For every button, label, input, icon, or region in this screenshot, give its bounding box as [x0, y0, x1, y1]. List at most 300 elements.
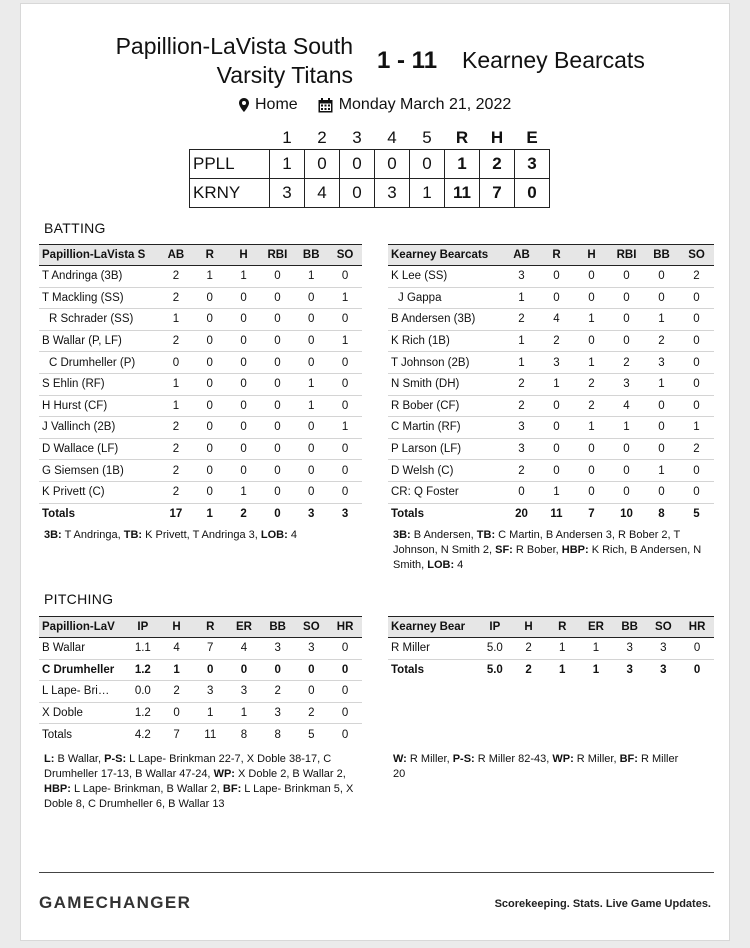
- stat-cell: 0: [294, 352, 328, 374]
- stat-cell: 0: [328, 438, 362, 460]
- player-row: [388, 417, 714, 439]
- location-label: Home: [255, 96, 298, 113]
- note-key: HBP:: [44, 783, 71, 795]
- stat-cell: 0: [260, 309, 294, 331]
- stat-cell: 20: [504, 503, 539, 524]
- stat-cell: 0: [260, 352, 294, 374]
- stat-cell: 0: [193, 481, 227, 503]
- stat-cell: 0: [227, 417, 261, 439]
- boxscore-page: [20, 3, 730, 941]
- stat-cell: 0: [295, 659, 329, 681]
- stat-cell: 8: [240, 728, 248, 741]
- stat-cell: 2: [159, 417, 193, 439]
- stat-cell: 4: [609, 395, 644, 417]
- stat-cell: 0: [574, 438, 609, 460]
- stat-cell: 3: [613, 659, 647, 680]
- linescore-header-row: [190, 127, 550, 150]
- totals-label: Totals: [388, 659, 478, 680]
- stat-cell: 5: [679, 503, 714, 524]
- player-name: R Schrader (SS): [39, 309, 159, 331]
- note-key: BF:: [222, 783, 242, 795]
- stat-cell: 0: [504, 481, 539, 503]
- stat-cell: 0: [328, 638, 362, 660]
- stat-cell: 0: [341, 728, 349, 741]
- stat-cell: 2: [679, 438, 714, 460]
- player-row: [388, 638, 714, 660]
- stat-cell: 0: [679, 309, 714, 331]
- inning-cell: 0: [410, 150, 445, 179]
- note-value: B Andersen,: [410, 529, 477, 541]
- stat-cell: 2: [295, 702, 329, 724]
- stat-cell: 0: [644, 481, 679, 503]
- stat-cell: 4.2: [134, 728, 151, 741]
- stat-cell: 2: [159, 287, 193, 309]
- stat-cell: 0: [227, 460, 261, 482]
- player-name: L Lape- Bri…: [39, 681, 126, 703]
- stat-cell: 7: [193, 638, 227, 660]
- stat-cell: 1: [539, 481, 574, 503]
- stat-cell: 0: [193, 373, 227, 395]
- stat-cell: 0: [294, 481, 328, 503]
- stat-cell: 0: [227, 438, 261, 460]
- stat-cell: 2: [160, 681, 194, 703]
- player-row: [39, 638, 362, 660]
- stat-cell: 0: [227, 309, 261, 331]
- stat-cell: 0: [644, 287, 679, 309]
- stat-column-header: H: [574, 245, 609, 266]
- home-team-line2: Varsity Titans: [216, 62, 353, 88]
- errors-cell: 0: [515, 179, 550, 208]
- stat-cell: 1: [539, 373, 574, 395]
- stat-cell: 0: [609, 460, 644, 482]
- player-name: R Miller: [388, 638, 478, 660]
- stat-cell: 0: [227, 330, 261, 352]
- player-name: D Welsh (C): [388, 460, 504, 482]
- stat-cell: 0: [193, 287, 227, 309]
- stat-cell: 0: [193, 395, 227, 417]
- note-value: L Lape- Brinkman 5, X Doble 8, C Drumheller 6, B Wallar 13: [44, 783, 354, 810]
- player-row: [39, 352, 362, 374]
- stat-cell: 1: [159, 309, 193, 331]
- player-row: [388, 460, 714, 482]
- runs-header: R: [455, 128, 469, 147]
- player-row: [39, 702, 362, 724]
- stat-cell: 1: [644, 309, 679, 331]
- totals-label: Totals: [39, 503, 159, 524]
- stat-cell: 0: [294, 460, 328, 482]
- note-value: L Lape- Brinkman 22-7, X Doble 38-17, C Drumheller 17-13, B Wallar 47-24,: [44, 753, 332, 780]
- totals-row: [388, 659, 714, 680]
- stat-cell: 0: [539, 460, 574, 482]
- player-name: H Hurst (CF): [39, 395, 159, 417]
- player-row: [388, 287, 714, 309]
- footer-divider: [39, 872, 714, 873]
- stat-cell: 0: [644, 417, 679, 439]
- note-key: TB:: [476, 529, 496, 541]
- note-value: L Lape- Brinkman, B Wallar 2,: [70, 783, 223, 795]
- stat-column-header: SO: [295, 617, 329, 638]
- stat-cell: 0: [644, 438, 679, 460]
- totals-row: [388, 503, 714, 524]
- stat-cell: 1: [545, 659, 579, 680]
- player-name: CR: Q Foster: [388, 481, 504, 503]
- stat-cell: 0: [539, 438, 574, 460]
- player-row: [39, 438, 362, 460]
- stat-cell: 1: [574, 309, 609, 331]
- stat-cell: 4: [160, 638, 194, 660]
- stat-cell: 2: [159, 266, 193, 288]
- stat-cell: 1: [579, 659, 613, 680]
- stat-cell: 17: [159, 503, 193, 524]
- stat-cell: 0: [261, 659, 295, 681]
- stat-cell: 2: [227, 503, 261, 524]
- stat-column-header: HR: [328, 617, 362, 638]
- batting-section-title: BATTING: [44, 220, 106, 236]
- stat-cell: 1: [679, 417, 714, 439]
- stat-cell: 1: [545, 638, 579, 660]
- note-key: TB:: [123, 529, 143, 541]
- note-value: K Rich, B Andersen, N Smith,: [393, 544, 702, 571]
- stat-cell: 3: [193, 681, 227, 703]
- player-name: T Mackling (SS): [39, 287, 159, 309]
- stat-cell: 0: [294, 330, 328, 352]
- stat-cell: 1: [160, 659, 194, 681]
- stat-cell: 0: [193, 330, 227, 352]
- stat-cell: 0: [227, 287, 261, 309]
- stat-column-header: AB: [159, 245, 193, 266]
- stat-cell: 0: [539, 287, 574, 309]
- stat-cell: 0: [260, 287, 294, 309]
- stat-cell: 0: [679, 287, 714, 309]
- home-team-name: [116, 32, 353, 90]
- runs-cell: 11: [445, 179, 480, 208]
- inning-header: 4: [387, 128, 397, 147]
- stat-header-row: [39, 245, 362, 266]
- game-header: [21, 4, 731, 234]
- stat-cell: 1: [294, 266, 328, 288]
- player-row: [39, 309, 362, 331]
- note-value: 4: [287, 529, 297, 541]
- player-row: [388, 373, 714, 395]
- errors-cell: 3: [515, 150, 550, 179]
- linescore-row-away: [190, 179, 550, 208]
- stat-column-header: BB: [294, 245, 328, 266]
- player-row: [39, 417, 362, 439]
- stat-cell: 0: [539, 266, 574, 288]
- note-value: R Bober,: [512, 544, 562, 556]
- player-name: B Wallar (P, LF): [39, 330, 159, 352]
- inning-cell: 3: [375, 179, 410, 208]
- stat-cell: 0: [609, 330, 644, 352]
- stat-cell: 0: [260, 481, 294, 503]
- stat-cell: 2: [504, 373, 539, 395]
- team-column-header: Kearney Bearcats: [388, 245, 504, 266]
- stat-column-header: R: [545, 617, 579, 638]
- stat-cell: 5: [308, 728, 315, 741]
- inning-cell: 1: [270, 150, 305, 179]
- stat-cell: 0: [328, 702, 362, 724]
- stat-cell: 1: [574, 417, 609, 439]
- stat-column-header: AB: [504, 245, 539, 266]
- stat-cell: 0: [539, 395, 574, 417]
- stat-cell: 3: [504, 438, 539, 460]
- stat-column-header: BB: [613, 617, 647, 638]
- stat-cell: 4: [539, 309, 574, 331]
- stat-cell: 1: [193, 266, 227, 288]
- note-key: HBP:: [561, 544, 589, 556]
- stat-cell: 2: [609, 352, 644, 374]
- stat-cell: 0: [680, 659, 714, 680]
- player-name: B Andersen (3B): [388, 309, 504, 331]
- stat-cell: 0: [328, 373, 362, 395]
- note-value: R Miller 82-43,: [474, 753, 553, 765]
- stat-cell: 2: [512, 638, 546, 660]
- stat-cell: 0: [193, 460, 227, 482]
- stat-cell: 1: [504, 287, 539, 309]
- stat-cell: 1.1: [126, 638, 160, 660]
- inning-cell: 0: [305, 150, 340, 179]
- hits-cell: 7: [480, 179, 515, 208]
- stat-cell: 1: [579, 638, 613, 660]
- stat-column-header: R: [193, 245, 227, 266]
- stat-cell: 3: [609, 373, 644, 395]
- stat-cell: 0: [574, 287, 609, 309]
- note-value: X Doble 2, B Wallar 2,: [234, 768, 346, 780]
- player-name: K Lee (SS): [388, 266, 504, 288]
- stat-cell: 1: [227, 702, 261, 724]
- stat-cell: 2: [504, 460, 539, 482]
- stat-cell: 8: [274, 728, 281, 741]
- location-pin-icon: [239, 98, 249, 112]
- stat-cell: 1: [504, 352, 539, 374]
- stat-cell: 2: [159, 460, 193, 482]
- stat-column-header: HR: [680, 617, 714, 638]
- stat-cell: 0: [574, 330, 609, 352]
- linescore-team: KRNY: [190, 179, 270, 208]
- pitching-section-title: PITCHING: [44, 591, 114, 607]
- stat-cell: 0: [294, 438, 328, 460]
- stat-cell: 0: [260, 438, 294, 460]
- stat-cell: 2: [159, 481, 193, 503]
- player-row: [39, 373, 362, 395]
- stat-cell: 3: [539, 352, 574, 374]
- note-key: P-S:: [104, 753, 127, 765]
- stat-cell: 4: [227, 638, 261, 660]
- stat-cell: 0: [260, 373, 294, 395]
- note-key: LOB:: [427, 559, 455, 571]
- player-name: K Rich (1B): [388, 330, 504, 352]
- player-name: G Siemsen (1B): [39, 460, 159, 482]
- stat-cell: 2: [504, 395, 539, 417]
- note-key: 3B:: [393, 529, 411, 541]
- stat-cell: 0: [260, 460, 294, 482]
- game-meta: [239, 96, 511, 114]
- stat-cell: 0: [260, 503, 294, 524]
- stat-cell: 0: [539, 417, 574, 439]
- stat-cell: 2: [159, 438, 193, 460]
- inning-header: 3: [352, 128, 362, 147]
- inning-header: 1: [282, 128, 292, 147]
- stat-column-header: RBI: [260, 245, 294, 266]
- stat-cell: 1: [609, 417, 644, 439]
- totals-row: [39, 724, 362, 745]
- stat-cell: 0: [609, 309, 644, 331]
- stat-cell: 0: [679, 481, 714, 503]
- stat-cell: 0: [159, 352, 193, 374]
- stat-column-header: ER: [579, 617, 613, 638]
- away-pitching-notes: [393, 752, 693, 782]
- player-row: [388, 309, 714, 331]
- stat-cell: 1: [294, 373, 328, 395]
- stat-column-header: SO: [679, 245, 714, 266]
- stat-column-header: H: [512, 617, 546, 638]
- stat-cell: 1: [574, 352, 609, 374]
- totals-label: Totals: [388, 503, 504, 524]
- player-row: [388, 438, 714, 460]
- stat-header-row: [388, 617, 714, 638]
- stat-cell: 3: [227, 681, 261, 703]
- player-name: R Bober (CF): [388, 395, 504, 417]
- stat-column-header: IP: [126, 617, 160, 638]
- stat-cell: 0: [328, 309, 362, 331]
- player-row: [388, 395, 714, 417]
- stat-cell: 0: [328, 481, 362, 503]
- away-batting-notes: [393, 528, 715, 573]
- stat-cell: 3: [295, 638, 329, 660]
- linescore-row-home: [190, 150, 550, 179]
- stat-cell: 11: [539, 503, 574, 524]
- stat-cell: 0: [328, 460, 362, 482]
- stat-cell: 3: [328, 503, 362, 524]
- stat-cell: 1.2: [126, 702, 160, 724]
- player-row: [388, 481, 714, 503]
- hits-header: H: [490, 128, 504, 147]
- hits-cell: 2: [480, 150, 515, 179]
- stat-cell: 0: [679, 373, 714, 395]
- stat-cell: 2: [679, 266, 714, 288]
- stat-column-header: SO: [328, 245, 362, 266]
- stat-cell: 5.0: [478, 638, 512, 660]
- player-row: [39, 395, 362, 417]
- stat-cell: 5.0: [478, 659, 512, 680]
- linescore-team: PPLL: [190, 150, 270, 179]
- stat-cell: 0: [328, 681, 362, 703]
- calendar-icon: [318, 98, 333, 113]
- stat-cell: 3: [504, 266, 539, 288]
- stat-column-header: BB: [261, 617, 295, 638]
- stat-cell: 0: [644, 395, 679, 417]
- note-key: 3B:: [44, 529, 62, 541]
- player-name: S Ehlin (RF): [39, 373, 159, 395]
- stat-cell: 0: [193, 309, 227, 331]
- stat-column-header: H: [227, 245, 261, 266]
- player-name: P Larson (LF): [388, 438, 504, 460]
- stat-column-header: BB: [644, 245, 679, 266]
- stat-cell: 2: [644, 330, 679, 352]
- note-key: SF:: [495, 544, 513, 556]
- away-batting-table: [388, 244, 714, 524]
- stat-cell: 2: [512, 659, 546, 680]
- inning-cell: 3: [270, 179, 305, 208]
- stat-cell: 1: [328, 417, 362, 439]
- inning-cell: 4: [305, 179, 340, 208]
- team-column-header: Kearney Bear: [388, 617, 478, 638]
- linescore-table: [189, 127, 550, 208]
- player-row: [39, 287, 362, 309]
- stat-cell: 0: [574, 266, 609, 288]
- inning-cell: 0: [375, 150, 410, 179]
- stat-cell: 1: [504, 330, 539, 352]
- stat-cell: 0: [609, 438, 644, 460]
- home-batting-notes: [44, 528, 362, 543]
- stat-cell: 0: [260, 330, 294, 352]
- note-key: L:: [44, 753, 55, 765]
- stat-cell: 0: [227, 659, 261, 681]
- inning-header: 5: [422, 128, 432, 147]
- stat-cell: 2: [159, 330, 193, 352]
- stat-cell: 0: [574, 460, 609, 482]
- player-name: C Martin (RF): [388, 417, 504, 439]
- home-pitching-notes: [44, 752, 362, 812]
- inning-cell: 1: [410, 179, 445, 208]
- stat-cell: 1: [193, 702, 227, 724]
- stat-cell: 1: [294, 395, 328, 417]
- stat-cell: 1: [328, 287, 362, 309]
- player-name: C Drumheller: [39, 659, 126, 681]
- game-date: Monday March 21, 2022: [338, 96, 512, 113]
- note-key: BF:: [619, 753, 638, 765]
- home-batting-table: [39, 244, 362, 524]
- stat-cell: 2: [574, 373, 609, 395]
- away-team-name: Kearney Bearcats: [462, 47, 645, 73]
- stat-cell: 7: [173, 728, 180, 741]
- stat-header-row: [39, 617, 362, 638]
- note-value: C Martin, B Andersen 3, R Bober 2, T Johnson, N Smith 2,: [393, 529, 680, 556]
- team-column-header: Papillion-LaV: [39, 617, 126, 638]
- note-key: WP:: [552, 753, 574, 765]
- stat-cell: 0: [294, 309, 328, 331]
- player-name: C Drumheller (P): [39, 352, 159, 374]
- player-name: B Wallar: [39, 638, 126, 660]
- inning-header: 2: [317, 128, 327, 147]
- player-name: X Doble: [39, 702, 126, 724]
- stat-cell: 0: [679, 352, 714, 374]
- stat-cell: 1: [328, 330, 362, 352]
- stat-cell: 0: [193, 417, 227, 439]
- player-row: [388, 266, 714, 288]
- player-row: [39, 659, 362, 681]
- stat-cell: 0: [193, 438, 227, 460]
- stat-cell: 0: [227, 395, 261, 417]
- note-key: W:: [393, 753, 407, 765]
- stat-cell: 0: [294, 287, 328, 309]
- final-score: 1 - 11: [377, 47, 438, 74]
- stat-column-header: H: [160, 617, 194, 638]
- stat-cell: 0: [193, 659, 227, 681]
- away-pitching-table: [388, 616, 714, 680]
- gamechanger-logo: GAMECHANGER: [39, 893, 192, 912]
- stat-cell: 7: [574, 503, 609, 524]
- stat-cell: 0: [227, 352, 261, 374]
- stat-column-header: RBI: [609, 245, 644, 266]
- player-name: J Vallinch (2B): [39, 417, 159, 439]
- player-name: Totals: [42, 728, 73, 741]
- stat-cell: 1: [193, 503, 227, 524]
- stat-cell: 10: [609, 503, 644, 524]
- player-name: D Wallace (LF): [39, 438, 159, 460]
- stat-cell: 1: [159, 373, 193, 395]
- runs-cell: 1: [445, 150, 480, 179]
